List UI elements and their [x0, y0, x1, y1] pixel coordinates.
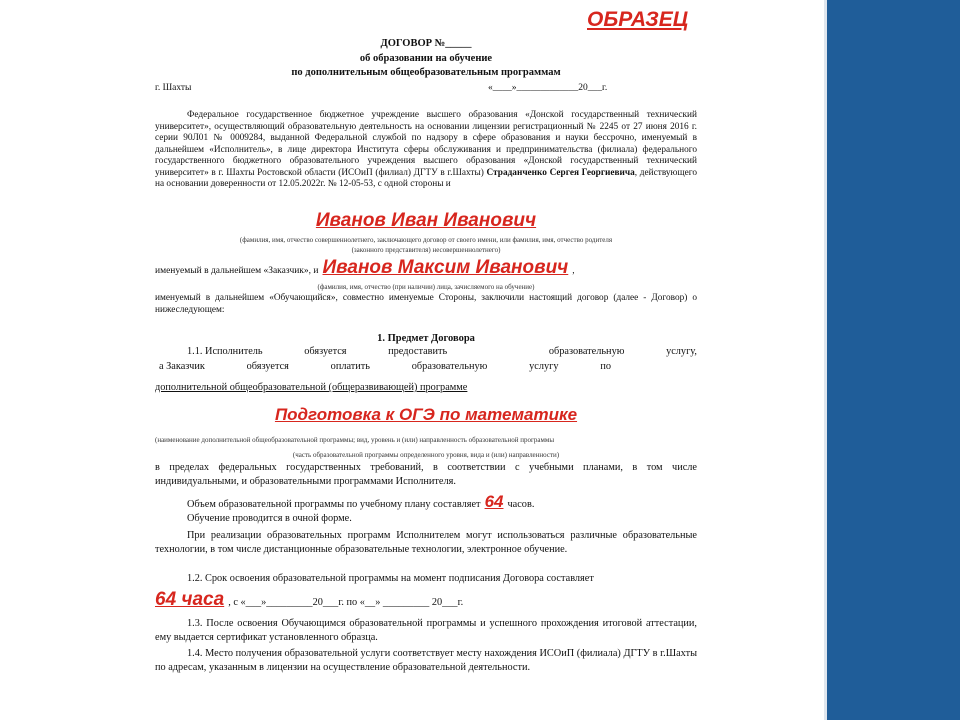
volume-prefix: Объем образовательной программы по учебному плану составляет: [187, 499, 481, 510]
intro-paragraph: [155, 110, 697, 191]
sample-stamp: ОБРАЗЕЦ: [587, 8, 689, 31]
intro-text-2: , действующего на основании доверенности от 12.05.2022г. № 12-05-53, с одной стороны и: [155, 167, 698, 189]
clause-word: образовательную: [411, 361, 488, 372]
clause-1-4: 1.4. Место получения образовательной услуги соответствует месту нахождения ИСОиП (филиала) ДГТУ в г.Шахты по адресам, указанным в лицензии на осуществление образовательной деятельности.: [155, 648, 697, 673]
agreement-text: именуемый в дальнейшем «Обучающийся», совместно именуемые Стороны, заключили настоящий договор (далее - Договор) о нижеследующем:: [155, 293, 697, 315]
contract-subtitle: об образовании на обучение: [359, 53, 493, 64]
section-1-heading: 1. Предмет Договора: [377, 333, 475, 344]
customer-caption-1: (фамилия, имя, отчество совершеннолетнего, заключающего договор от своего имени, или фамилия, имя, отчество родителя: [239, 236, 613, 244]
contract-subtitle-2: по дополнительным общеобразовательным программам: [291, 67, 561, 78]
duration-line: [155, 589, 463, 611]
clause-1-3: 1.3. После освоения Обучающимся образовательной программы и успешного прохождения итоговой аттестации, ему выдается сертификат установленного образца.: [155, 618, 697, 643]
customer-line: [155, 257, 575, 279]
right-sidebar-panel: [824, 0, 960, 720]
intro-text-1: Федеральное государственное бюджетное учреждение высшего образования «Донской государственный технический университет», осуществляющий образовательную деятельность на основании лицензии регистрационный № 2245 от 27 июня 2016 г. серии 90Л01 № 0009284, выданной Федеральной службой по надзору в сфере образования и науки бессрочно, именуемый в дальнейшем «Исполнитель», в лице директора Института сферы обслуживания и предпринимательства (филиала) федерального государственного бюджетного образовательного учреждения высшего образования «Донской государственный технический университет» в г. Шахты Ростовской области (ИСОиП (филиал) ДГТУ в г.Шахты): [155, 110, 697, 178]
program-caption-2: (часть образовательной программы определенного уровня, вида и (или) направленности): [292, 451, 560, 459]
standards-text: в пределах федеральных государственных требований, в соответствии с учебными планами, в том числе индивидуальными, и образовательными программами Исполнителя.: [155, 462, 697, 487]
clause-word: 1.1. Исполнитель: [187, 346, 263, 357]
clause-word: услугу,: [666, 346, 697, 357]
city: г. Шахты: [155, 83, 192, 93]
program-name: Подготовка к ОГЭ по математике: [274, 405, 578, 424]
clause-word: обязуется: [246, 361, 289, 372]
director-name: Страданченко Сергея Георгиевича: [486, 167, 635, 178]
clause-1-1-row-1: [187, 346, 697, 357]
study-form: Обучение проводится в очной форме.: [187, 513, 352, 524]
clause-1-1-row-2: [159, 361, 611, 372]
clause-word: услугу: [529, 361, 559, 372]
program-type: дополнительной общеобразовательной (общеразвивающей) программе: [155, 382, 468, 393]
student-name: Иванов Максим Иванович: [322, 257, 569, 278]
volume-hours: 64: [484, 492, 504, 511]
student-caption: (фамилия, имя, отчество (при наличии) лица, зачисляемого на обучение): [317, 283, 535, 291]
technologies-text: При реализации образовательных программ Исполнителем могут использоваться различные образовательные технологии, в том числе дистанционные образовательные технологии, электронное обучение.: [155, 530, 697, 555]
contract-date: «____»_____________20___г.: [488, 83, 608, 93]
program-caption-1: (наименование дополнительной общеобразовательной программы; вид, уровень и (или) направленность образовательной программы: [155, 436, 555, 444]
clause-word: обязуется: [304, 346, 347, 357]
duration-value: 64 часа: [155, 589, 225, 610]
customer-caption-2: (законного представителя) несовершеннолетнего): [351, 246, 501, 254]
student-suffix: ,: [572, 266, 575, 276]
customer-name: Иванов Иван Иванович: [315, 210, 537, 231]
clause-word: по: [600, 361, 611, 372]
duration-period: , с «___»_________20___г. по «__» _________ 20___г.: [228, 597, 464, 608]
customer-prefix: именуемый в дальнейшем «Заказчик», и: [155, 266, 319, 276]
clause-word: оплатить: [330, 361, 370, 372]
contract-document: [155, 0, 697, 720]
volume-line: [187, 492, 534, 512]
volume-suffix: часов.: [507, 499, 535, 510]
contract-title: ДОГОВОР №_____: [380, 38, 472, 49]
clause-word: образовательную: [548, 346, 625, 357]
clause-word: а Заказчик: [159, 361, 205, 372]
clause-word: предоставить: [388, 346, 448, 357]
clause-1-2: 1.2. Срок освоения образовательной программы на момент подписания Договора составляет: [187, 573, 594, 584]
